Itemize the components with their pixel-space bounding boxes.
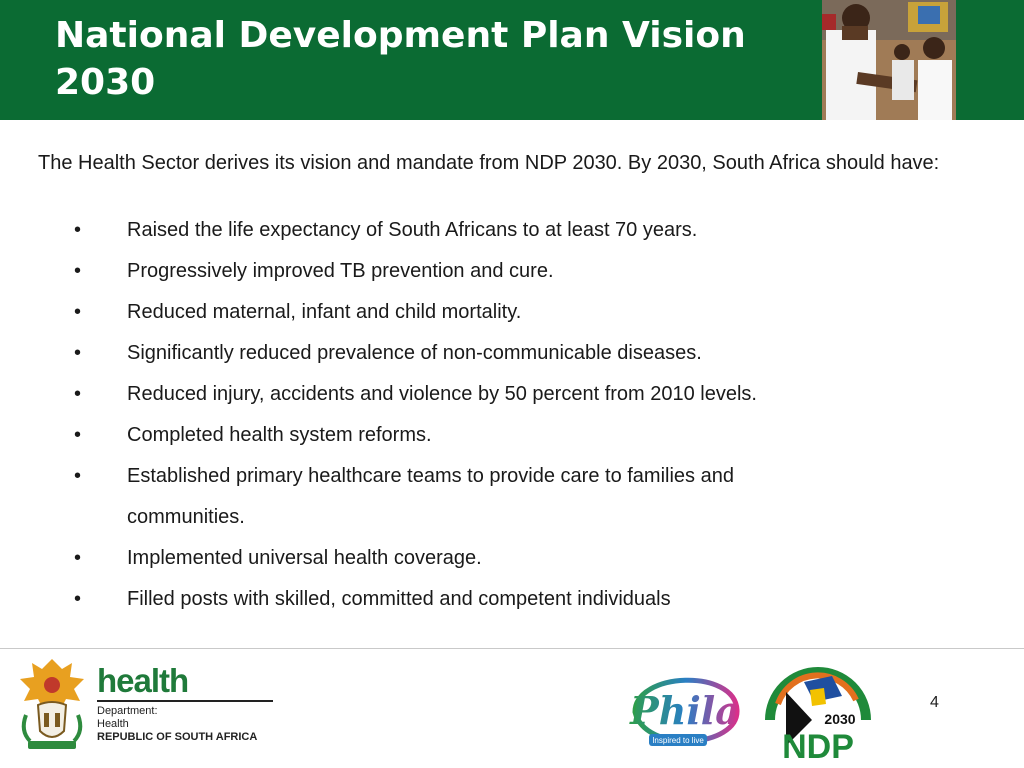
footer-divider bbox=[0, 648, 1024, 649]
bullet-icon: • bbox=[74, 588, 82, 610]
department-label: Department: bbox=[97, 705, 158, 717]
ndp-word: NDP bbox=[782, 728, 854, 764]
list-item: Reduced maternal, infant and child mortality. bbox=[127, 301, 522, 323]
list-item: Filled posts with skilled, committed and competent individuals bbox=[127, 588, 671, 610]
slide-title: National Development Plan Vision 2030 bbox=[55, 15, 746, 103]
page-number: 4 bbox=[930, 694, 939, 711]
list-item: Reduced injury, accidents and violence by 50 percent from 2010 levels. bbox=[127, 383, 757, 405]
nurse-with-children-photo bbox=[822, 0, 956, 120]
bullet-icon: • bbox=[74, 219, 82, 241]
health-wordmark: health bbox=[97, 662, 189, 699]
bullet-icon: • bbox=[74, 342, 82, 364]
intro-paragraph: The Health Sector derives its vision and mandate from NDP 2030. By 2030, South Africa should have: bbox=[38, 152, 940, 174]
ndp-year: 2030 bbox=[824, 711, 856, 727]
bullet-icon: • bbox=[74, 301, 82, 323]
bullet-icon: • bbox=[74, 383, 82, 405]
list-item: Significantly reduced prevalence of non-communicable diseases. bbox=[127, 342, 702, 364]
bullet-icon: • bbox=[74, 424, 82, 446]
slide-header bbox=[0, 0, 1024, 120]
department-name: Health bbox=[97, 718, 129, 730]
list-item: Raised the life expectancy of South Africans to at least 70 years. bbox=[127, 219, 698, 241]
list-item: Completed health system reforms. bbox=[127, 424, 432, 446]
bullet-icon: • bbox=[74, 465, 82, 487]
wordmark-underline bbox=[97, 700, 273, 702]
list-item: Established primary healthcare teams to provide care to families and communities. bbox=[127, 465, 734, 528]
ndp-2030-logo bbox=[764, 660, 872, 764]
bullet-icon: • bbox=[74, 260, 82, 282]
list-item: Implemented universal health coverage. bbox=[127, 547, 482, 569]
coat-of-arms-icon bbox=[14, 655, 90, 753]
country-name: REPUBLIC OF SOUTH AFRICA bbox=[97, 731, 258, 743]
bullet-icon: • bbox=[74, 547, 82, 569]
list-item: Progressively improved TB prevention and cure. bbox=[127, 260, 554, 282]
phila-word: Phila bbox=[630, 688, 740, 733]
phila-tagline: Inspired to live bbox=[652, 736, 704, 745]
phila-logo bbox=[625, 662, 745, 762]
